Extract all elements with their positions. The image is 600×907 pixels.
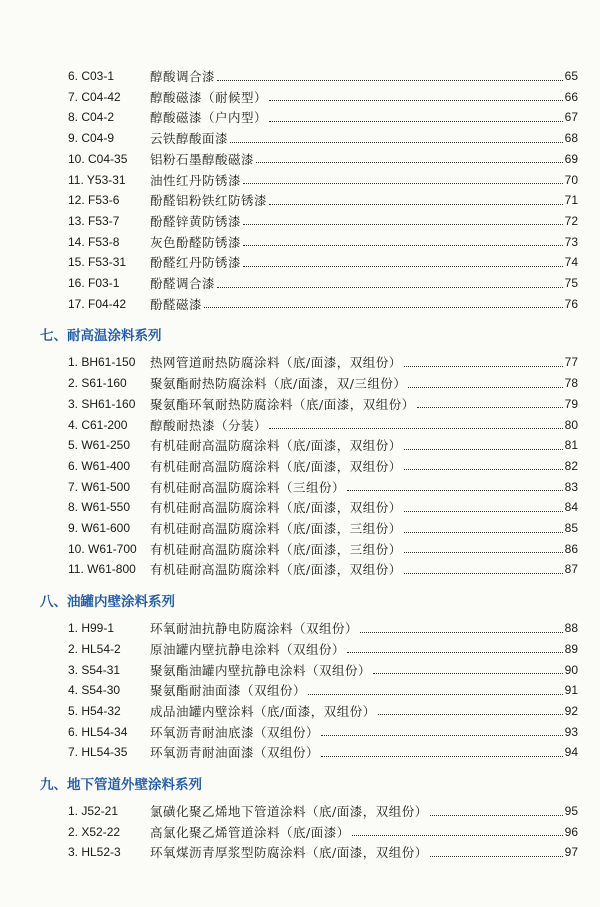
dot-leader [404, 532, 563, 533]
entry-code: 13. F53-7 [68, 213, 120, 228]
entry-title: 醇酸调合漆 [150, 69, 216, 84]
section-heading: 八、油罐内壁涂料系列 [40, 594, 175, 611]
dot-leader [404, 366, 563, 367]
entry-page-number: 76 [564, 296, 578, 311]
entry-page-number: 81 [564, 438, 578, 453]
toc-entry[interactable] [0, 211, 600, 231]
dot-leader [347, 490, 563, 491]
entry-code: 15. F53-31 [68, 255, 127, 270]
entry-page-number: 70 [564, 172, 578, 187]
entry-code: 17. F04-42 [68, 296, 127, 311]
toc-entry[interactable] [0, 742, 600, 762]
entry-code: 16. F03-1 [68, 276, 120, 290]
entry-code: 11. W61-800 [68, 562, 136, 577]
entry-code: 1. BH61-150 [68, 355, 136, 370]
toc-entry[interactable] [0, 352, 600, 372]
toc-entry[interactable] [0, 722, 600, 742]
entry-title: 铝粉石墨醇酸磁漆 [150, 151, 255, 167]
entry-title: 有机硅耐高温防腐涂料（底/面漆，双组份） [150, 500, 402, 516]
entry-code: 8. W61-550 [68, 500, 131, 515]
entry-title: 醇酸耐热漆（分装） [150, 417, 268, 433]
entry-page-number: 78 [564, 376, 578, 391]
entry-title: 有机硅耐高温防腐涂料（底/面漆，三组份） [150, 521, 402, 536]
entry-code: 2. HL54-2 [68, 641, 121, 656]
toc-entry[interactable] [0, 701, 600, 721]
entry-page-number: 92 [564, 703, 578, 718]
toc-entry[interactable] [0, 497, 600, 517]
entry-code: 4. S54-30 [68, 683, 121, 698]
dot-leader [404, 511, 563, 512]
toc-entry[interactable] [0, 128, 600, 148]
toc-entry[interactable] [0, 822, 600, 842]
entry-title: 聚氨酯耐热防腐涂料（底/面漆，双/三组份） [150, 376, 407, 392]
toc-entry[interactable] [0, 435, 600, 455]
dot-leader [269, 100, 563, 101]
entry-code: 3. S54-31 [68, 662, 121, 677]
dot-leader [430, 815, 563, 816]
entry-page-number: 89 [564, 641, 578, 656]
dot-leader [321, 756, 563, 757]
toc-entry[interactable] [0, 618, 600, 638]
toc-entry[interactable] [0, 170, 600, 190]
section-heading: 七、耐高温涂料系列 [40, 328, 162, 345]
toc-entry[interactable] [0, 518, 600, 538]
entry-page-number: 83 [564, 479, 578, 494]
dot-leader [404, 573, 563, 574]
toc-entry[interactable] [0, 680, 600, 700]
entry-title: 灰色酚醛防锈漆 [150, 234, 242, 250]
entry-title: 醇酸磁漆（户内型） [150, 110, 268, 126]
dot-leader [321, 735, 563, 736]
entry-code: 4. C61-200 [68, 417, 128, 432]
entry-page-number: 79 [564, 396, 578, 411]
entry-code: 6. C03-1 [68, 69, 115, 83]
entry-page-number: 90 [564, 662, 578, 677]
toc-entry[interactable] [0, 252, 600, 272]
entry-title: 高氯化聚乙烯管道涂料（底/面漆） [150, 824, 350, 840]
entry-code: 7. HL54-35 [68, 745, 128, 760]
toc-entry[interactable] [0, 842, 600, 862]
toc-entry[interactable] [0, 660, 600, 680]
dot-leader [243, 183, 563, 184]
entry-title: 油性红丹防锈漆 [150, 172, 242, 188]
entry-code: 9. C04-9 [68, 131, 115, 146]
entry-title: 有机硅耐高温防腐涂料（三组份） [150, 479, 346, 495]
dot-leader [347, 652, 563, 653]
entry-page-number: 75 [564, 276, 578, 290]
entry-code: 14. F53-8 [68, 234, 120, 249]
toc-entry[interactable] [0, 456, 600, 476]
dot-leader [204, 307, 563, 308]
entry-code: 5. W61-250 [68, 438, 131, 453]
entry-page-number: 85 [564, 521, 578, 535]
dot-leader [256, 162, 563, 163]
entry-title: 云铁醇酸面漆 [150, 131, 229, 147]
entry-title: 原油罐内壁抗静电涂料（双组份） [150, 641, 346, 657]
dot-leader [217, 80, 563, 81]
entry-title: 有机硅耐高温防腐涂料（底/面漆，三组份） [150, 541, 402, 557]
entry-code: 2. S61-160 [68, 376, 127, 391]
dot-leader [243, 224, 563, 225]
entry-title: 氯磺化聚乙烯地下管道涂料（底/面漆，双组份） [150, 804, 428, 819]
entry-code: 7. C04-42 [68, 89, 121, 104]
entry-code: 10. W61-700 [68, 541, 137, 556]
entry-page-number: 67 [564, 110, 578, 125]
entry-page-number: 82 [564, 458, 578, 473]
entry-page-number: 86 [564, 541, 578, 556]
toc-entry[interactable] [0, 149, 600, 169]
entry-page-number: 74 [564, 255, 578, 270]
entry-code: 6. W61-400 [68, 458, 131, 473]
entry-title: 酚醛磁漆 [150, 296, 203, 312]
toc-entry[interactable] [0, 190, 600, 210]
entry-title: 醇酸磁漆（耐候型） [150, 89, 268, 105]
toc-entry[interactable] [0, 639, 600, 659]
entry-code: 1. J52-21 [68, 804, 119, 818]
entry-page-number: 95 [564, 804, 578, 818]
entry-code: 12. F53-6 [68, 193, 120, 208]
entry-title: 有机硅耐高温防腐涂料（底/面漆，双组份） [150, 458, 402, 474]
entry-page-number: 68 [564, 131, 578, 146]
entry-title: 环氧煤沥青厚浆型防腐涂料（底/面漆，双组份） [150, 845, 428, 861]
dot-leader [430, 856, 563, 857]
entry-page-number: 80 [564, 417, 578, 432]
entry-title: 环氧沥青耐油底漆（双组份） [150, 724, 320, 740]
entry-title: 聚氨酯环氧耐热防腐涂料（底/面漆，双组份） [150, 396, 415, 412]
entry-title: 成品油罐内壁涂料（底/面漆，双组份） [150, 703, 376, 719]
entry-page-number: 94 [564, 745, 578, 760]
dot-leader [378, 714, 563, 715]
dot-leader [243, 266, 563, 267]
entry-code: 11. Y53-31 [68, 172, 126, 187]
toc-entry[interactable] [0, 294, 600, 314]
entry-code: 9. W61-600 [68, 521, 131, 535]
toc-entry[interactable] [0, 273, 600, 293]
toc-entry[interactable] [0, 107, 600, 127]
entry-page-number: 91 [564, 683, 578, 698]
entry-title: 酚醛调合漆 [150, 276, 216, 291]
toc-entry[interactable] [0, 415, 600, 435]
entry-page-number: 69 [564, 151, 578, 166]
toc-entry[interactable] [0, 87, 600, 107]
toc-entry[interactable] [0, 373, 600, 393]
entry-page-number: 66 [564, 89, 578, 104]
entry-page-number: 72 [564, 213, 578, 228]
entry-page-number: 88 [564, 621, 578, 636]
entry-code: 1. H99-1 [68, 621, 115, 636]
dot-leader [243, 245, 563, 246]
toc-entry[interactable] [0, 477, 600, 497]
dot-leader [404, 552, 563, 553]
entry-title: 有机硅耐高温防腐涂料（底/面漆，双组份） [150, 562, 402, 578]
entry-code: 5. H54-32 [68, 703, 121, 718]
entry-title: 酚醛锌黄防锈漆 [150, 213, 242, 229]
entry-code: 3. HL52-3 [68, 845, 121, 860]
entry-title: 酚醛红丹防锈漆 [150, 255, 242, 271]
toc-entry[interactable] [0, 539, 600, 559]
entry-page-number: 96 [564, 824, 578, 839]
entry-title: 酚醛铝粉铁红防锈漆 [150, 193, 268, 209]
dot-leader [308, 694, 563, 695]
dot-leader [352, 835, 563, 836]
entry-page-number: 84 [564, 500, 578, 515]
dot-leader [269, 428, 563, 429]
toc-entry[interactable] [0, 801, 600, 821]
toc-entry[interactable] [0, 66, 600, 86]
entry-title: 有机硅耐高温防腐涂料（底/面漆，双组份） [150, 438, 402, 454]
toc-entry[interactable] [0, 394, 600, 414]
toc-entry[interactable] [0, 559, 600, 579]
toc-entry[interactable] [0, 232, 600, 252]
entry-page-number: 65 [564, 69, 578, 83]
dot-leader [417, 407, 563, 408]
dot-leader [217, 287, 563, 288]
entry-title: 环氧耐油抗静电防腐涂料（双组份） [150, 621, 359, 637]
section-heading: 九、地下管道外壁涂料系列 [40, 777, 202, 793]
dot-leader [373, 673, 563, 674]
dot-leader [408, 387, 562, 388]
dot-leader [269, 121, 563, 122]
entry-page-number: 73 [564, 234, 578, 249]
entry-code: 2. X52-22 [68, 824, 121, 839]
entry-code: 10. C04-35 [68, 151, 128, 166]
entry-code: 3. SH61-160 [68, 396, 136, 411]
dot-leader [404, 449, 563, 450]
entry-page-number: 77 [564, 355, 578, 370]
entry-code: 8. C04-2 [68, 110, 115, 125]
entry-code: 6. HL54-34 [68, 724, 128, 739]
entry-page-number: 71 [564, 193, 578, 208]
entry-page-number: 87 [564, 562, 578, 577]
entry-title: 环氧沥青耐油面漆（双组份） [150, 745, 320, 761]
dot-leader [404, 469, 563, 470]
entry-code: 7. W61-500 [68, 479, 131, 494]
entry-page-number: 93 [564, 724, 578, 739]
entry-title: 热网管道耐热防腐涂料（底/面漆，双组份） [150, 355, 402, 371]
entry-title: 聚氨酯油罐内壁抗静电涂料（双组份） [150, 662, 372, 678]
dot-leader [360, 632, 563, 633]
dot-leader [230, 142, 563, 143]
entry-title: 聚氨酯耐油面漆（双组份） [150, 683, 307, 699]
dot-leader [269, 204, 563, 205]
entry-page-number: 97 [564, 845, 578, 860]
